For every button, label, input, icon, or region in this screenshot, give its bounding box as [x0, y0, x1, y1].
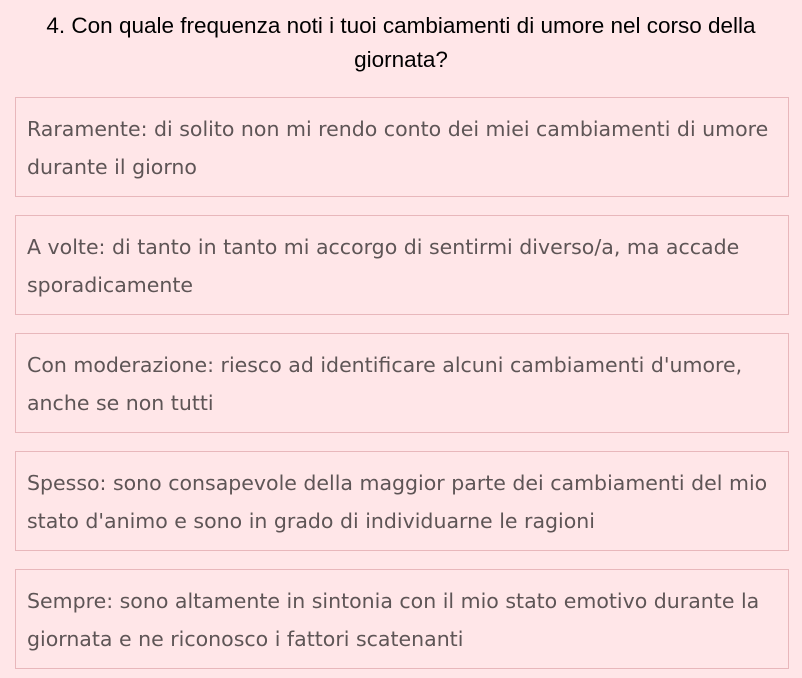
- option-con-moderazione[interactable]: Con moderazione: riesco ad identificare alcuni cambiamenti d'umore, anche se non tutti: [15, 333, 789, 433]
- option-a-volte[interactable]: A volte: di tanto in tanto mi accorgo di sentirmi diverso/a, ma accade sporadicamente: [15, 215, 789, 315]
- answer-options: [15, 97, 789, 669]
- option-spesso[interactable]: Spesso: sono consapevole della maggior parte dei cambiamenti del mio stato d'animo e sono in grado di individuarne le ragioni: [15, 451, 789, 551]
- option-raramente[interactable]: Raramente: di solito non mi rendo conto dei miei cambiamenti di umore durante il giorno: [15, 97, 789, 197]
- question-title: 4. Con quale frequenza noti i tuoi cambiamenti di umore nel corso della giornata?: [46, 13, 756, 72]
- option-sempre[interactable]: Sempre: sono altamente in sintonia con il mio stato emotivo durante la giornata e ne riconosco i fattori scatenanti: [15, 569, 789, 669]
